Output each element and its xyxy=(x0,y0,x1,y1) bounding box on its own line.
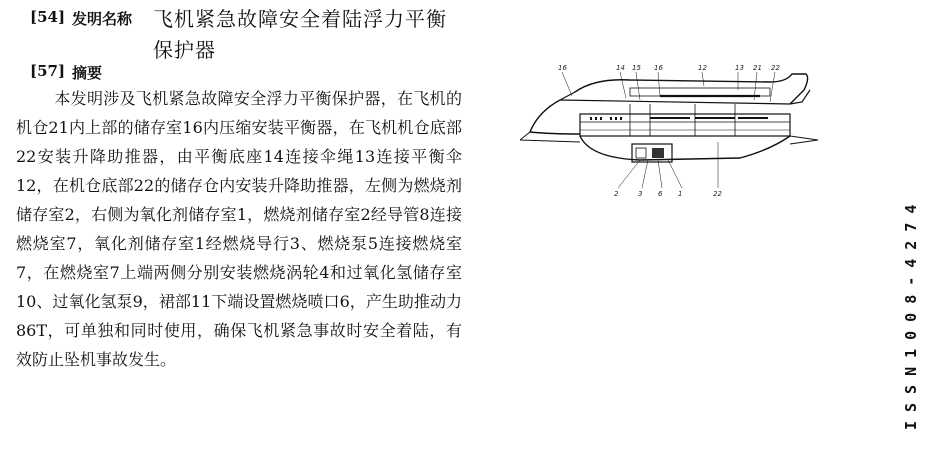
callout-label: 15 xyxy=(632,64,641,72)
callout-label: 6 xyxy=(658,190,663,198)
callout-label: 1 xyxy=(678,190,683,198)
callout-label: 16 xyxy=(654,64,663,72)
field-57-code: [57] xyxy=(30,62,66,80)
abstract-text: 本发明涉及飞机紧急故障安全浮力平衡保护器，在飞机的机仓21内上部的储存室16内压缩安装平衡器，在飞机机仓底部22安装升降助推器，由平衡底座14连接伞绳13连接平衡伞12，在机仓底部22的储存仓内安装升降助推器，左侧为燃烧剂储存室2，右侧为氧化剂储存室1，燃烧剂储存室2经导管8连接燃烧室7，氧化剂储存室1经燃烧导行3、燃烧泵5连接燃烧室7，在燃烧室7上端两侧分别安装燃烧涡轮4和过氧化氢储存室10、过氧化氢泵9，裙部11下端设置燃烧喷口6，产生助推动力86T，可单独和同时使用，确保飞机紧急事故时安全着陆，有效防止坠机事故发生。 xyxy=(16,89,462,369)
callout-label: 21 xyxy=(753,64,762,72)
field-54-name: 发明名称 xyxy=(72,10,133,28)
callout-label: 22 xyxy=(713,190,722,198)
field-57-name: 摘要 xyxy=(72,64,103,82)
callout-label: 2 xyxy=(614,190,619,198)
invention-title: 飞机紧急故障安全着陆浮力平衡保护器 xyxy=(153,7,447,62)
field-54-code: [54] xyxy=(30,8,66,26)
callout-label: 16 xyxy=(558,64,567,72)
callout-label: 12 xyxy=(698,64,707,72)
callout-label: 22 xyxy=(771,64,780,72)
callout-label: 3 xyxy=(638,190,643,198)
callout-label: 14 xyxy=(616,64,625,72)
issn-number: ISSN1008-4274 xyxy=(902,195,920,430)
abstract-body xyxy=(16,84,462,374)
aircraft-diagram xyxy=(520,60,820,200)
callout-label: 13 xyxy=(735,64,744,72)
